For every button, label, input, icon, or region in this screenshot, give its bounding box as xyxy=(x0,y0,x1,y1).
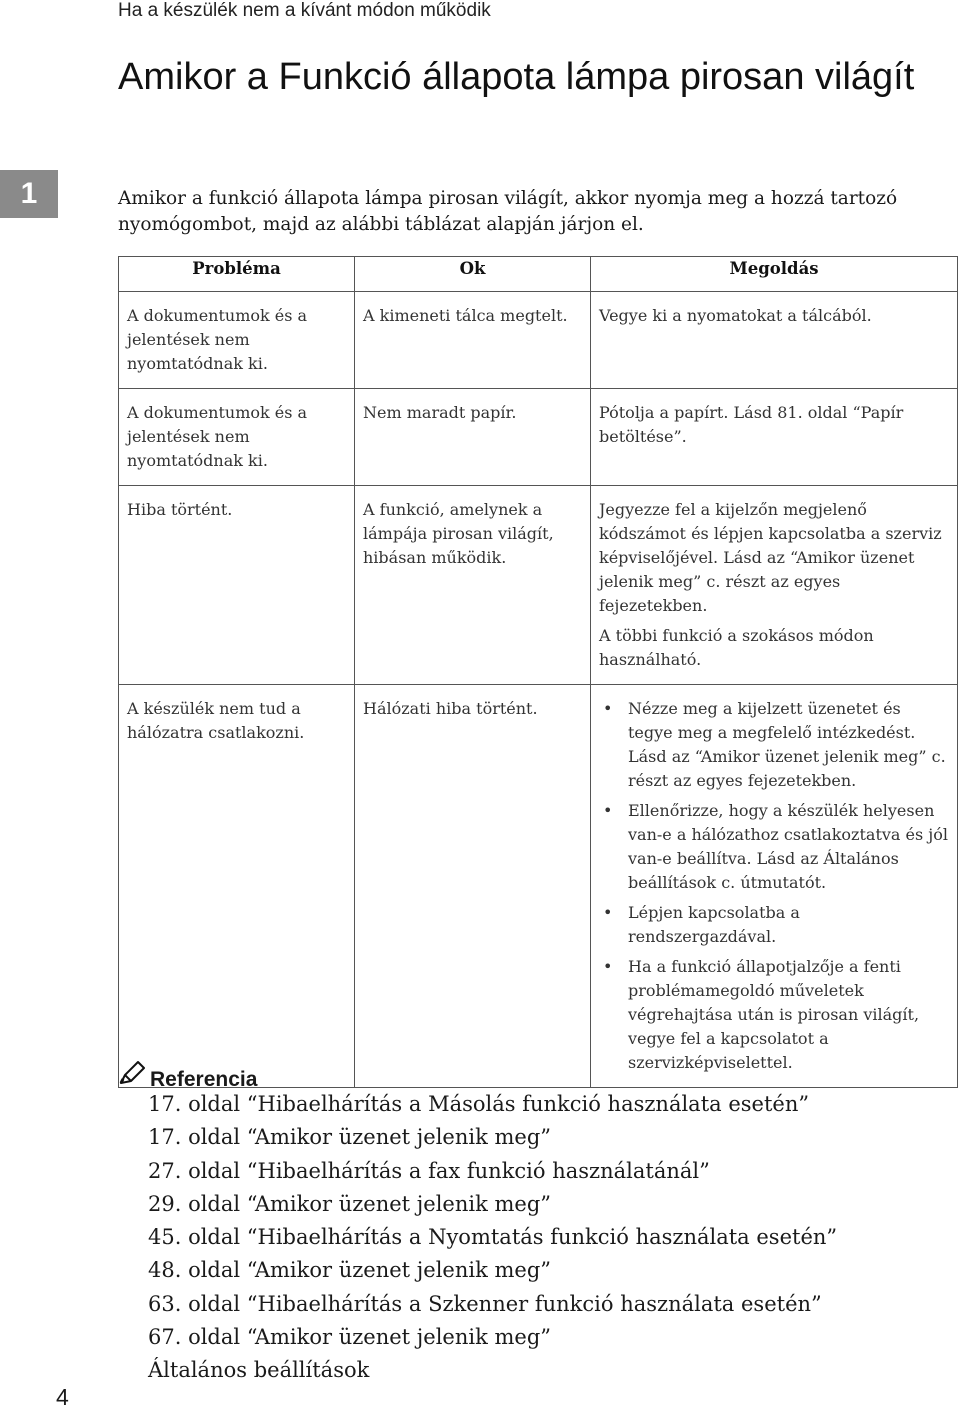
cause-cell: Hálózati hiba történt. xyxy=(355,685,591,1088)
solution-cell xyxy=(591,389,958,486)
reference-item: 45. oldal “Hibaelhárítás a Nyomtatás funkció használata esetén” xyxy=(148,1225,838,1250)
column-header-problem: Probléma xyxy=(119,257,355,292)
page-title: Amikor a Funkció állapota lámpa pirosan világít xyxy=(118,56,915,98)
reference-item: 27. oldal “Hibaelhárítás a fax funkció használatánál” xyxy=(148,1158,710,1183)
solution-bullet-list xyxy=(599,697,949,1075)
reference-item: 67. oldal “Amikor üzenet jelenik meg” xyxy=(148,1325,552,1350)
problem-cell: A dokumentumok és a jelentések nem nyomtatódnak ki. xyxy=(119,389,355,486)
table-row xyxy=(119,486,958,685)
solution-cell xyxy=(591,292,958,389)
reference-item: Általános beállítások xyxy=(148,1358,370,1383)
solution-bullet-text: Lépjen kapcsolatba a rendszergazdával. xyxy=(628,903,800,946)
bullet-icon: • xyxy=(603,957,613,976)
reference-item: 48. oldal “Amikor üzenet jelenik meg” xyxy=(148,1258,552,1283)
solution-cell xyxy=(591,685,958,1088)
reference-heading xyxy=(118,1054,257,1092)
table-row xyxy=(119,389,958,486)
column-header-solution: Megoldás xyxy=(591,257,958,292)
solution-bullet-text: Ellenőrizze, hogy a készülék helyesen van-e a hálózathoz csatlakoztatva és jól van-e beállítva. Lásd az Általános beállítások c. útmutatót. xyxy=(628,801,949,892)
reference-item: 63. oldal “Hibaelhárítás a Szkenner funkció használata esetén” xyxy=(148,1291,822,1316)
column-header-cause: Ok xyxy=(355,257,591,292)
troubleshooting-table xyxy=(118,256,958,1088)
solution-bullet-item xyxy=(599,901,949,949)
table-row xyxy=(119,685,958,1088)
running-head: Ha a készülék nem a kívánt módon működik xyxy=(118,0,491,21)
pencil-icon xyxy=(118,1060,146,1086)
cause-cell: Nem maradt papír. xyxy=(355,389,591,486)
reference-list xyxy=(148,1088,837,1388)
table-header-row xyxy=(119,257,958,292)
chapter-tab: 1 xyxy=(0,170,58,218)
solution-text: Vegye ki a nyomatokat a tálcából. xyxy=(599,306,872,325)
reference-item: 29. oldal “Amikor üzenet jelenik meg” xyxy=(148,1191,552,1216)
page-number: 4 xyxy=(56,1384,69,1410)
problem-cell: Hiba történt. xyxy=(119,486,355,685)
solution-text: Jegyezze fel a kijelzőn megjelenő kódszámot és lépjen kapcsolatba a szerviz képviselőjével. Lásd az “Amikor üzenet jelenik meg” c. részt az egyes fejezetekben. xyxy=(599,500,942,615)
solution-bullet-item xyxy=(599,799,949,895)
solution-cell xyxy=(591,486,958,685)
cause-cell: A funkció, amelynek a lámpája pirosan világít, hibásan működik. xyxy=(355,486,591,685)
problem-cell: A készülék nem tud a hálózatra csatlakozni. xyxy=(119,685,355,1088)
intro-paragraph: Amikor a funkció állapota lámpa pirosan világít, akkor nyomja meg a hozzá tartozó nyomógombot, majd az alábbi táblázat alapján járjon el. xyxy=(118,188,898,235)
solution-bullet-text: Ha a funkció állapotjalzője a fenti problémamegoldó műveletek végrehajtása után is pirosan világít, vegye fel a kapcsolatot a szervizképviselettel. xyxy=(628,957,920,1072)
solution-text: Pótolja a papírt. Lásd 81. oldal “Papír betöltése”. xyxy=(599,403,904,446)
cause-cell: A kimeneti tálca megtelt. xyxy=(355,292,591,389)
reference-item: 17. oldal “Amikor üzenet jelenik meg” xyxy=(148,1125,552,1150)
reference-item: 17. oldal “Hibaelhárítás a Másolás funkció használata esetén” xyxy=(148,1092,810,1116)
solution-bullet-item xyxy=(599,697,949,793)
solution-bullet-item xyxy=(599,955,949,1075)
solution-bullet-text: Nézze meg a kijelzett üzenetet és tegye meg a megfelelő intézkedést. Lásd az “Amikor üzenet jelenik meg” c. részt az egyes fejezetekben. xyxy=(628,699,946,790)
solution-text: A többi funkció a szokásos módon használható. xyxy=(599,626,874,669)
problem-cell: A dokumentumok és a jelentések nem nyomtatódnak ki. xyxy=(119,292,355,389)
bullet-icon: • xyxy=(603,801,613,820)
bullet-icon: • xyxy=(603,699,613,718)
reference-label: Referencia xyxy=(150,1068,258,1091)
table-row xyxy=(119,292,958,389)
bullet-icon: • xyxy=(603,903,613,922)
